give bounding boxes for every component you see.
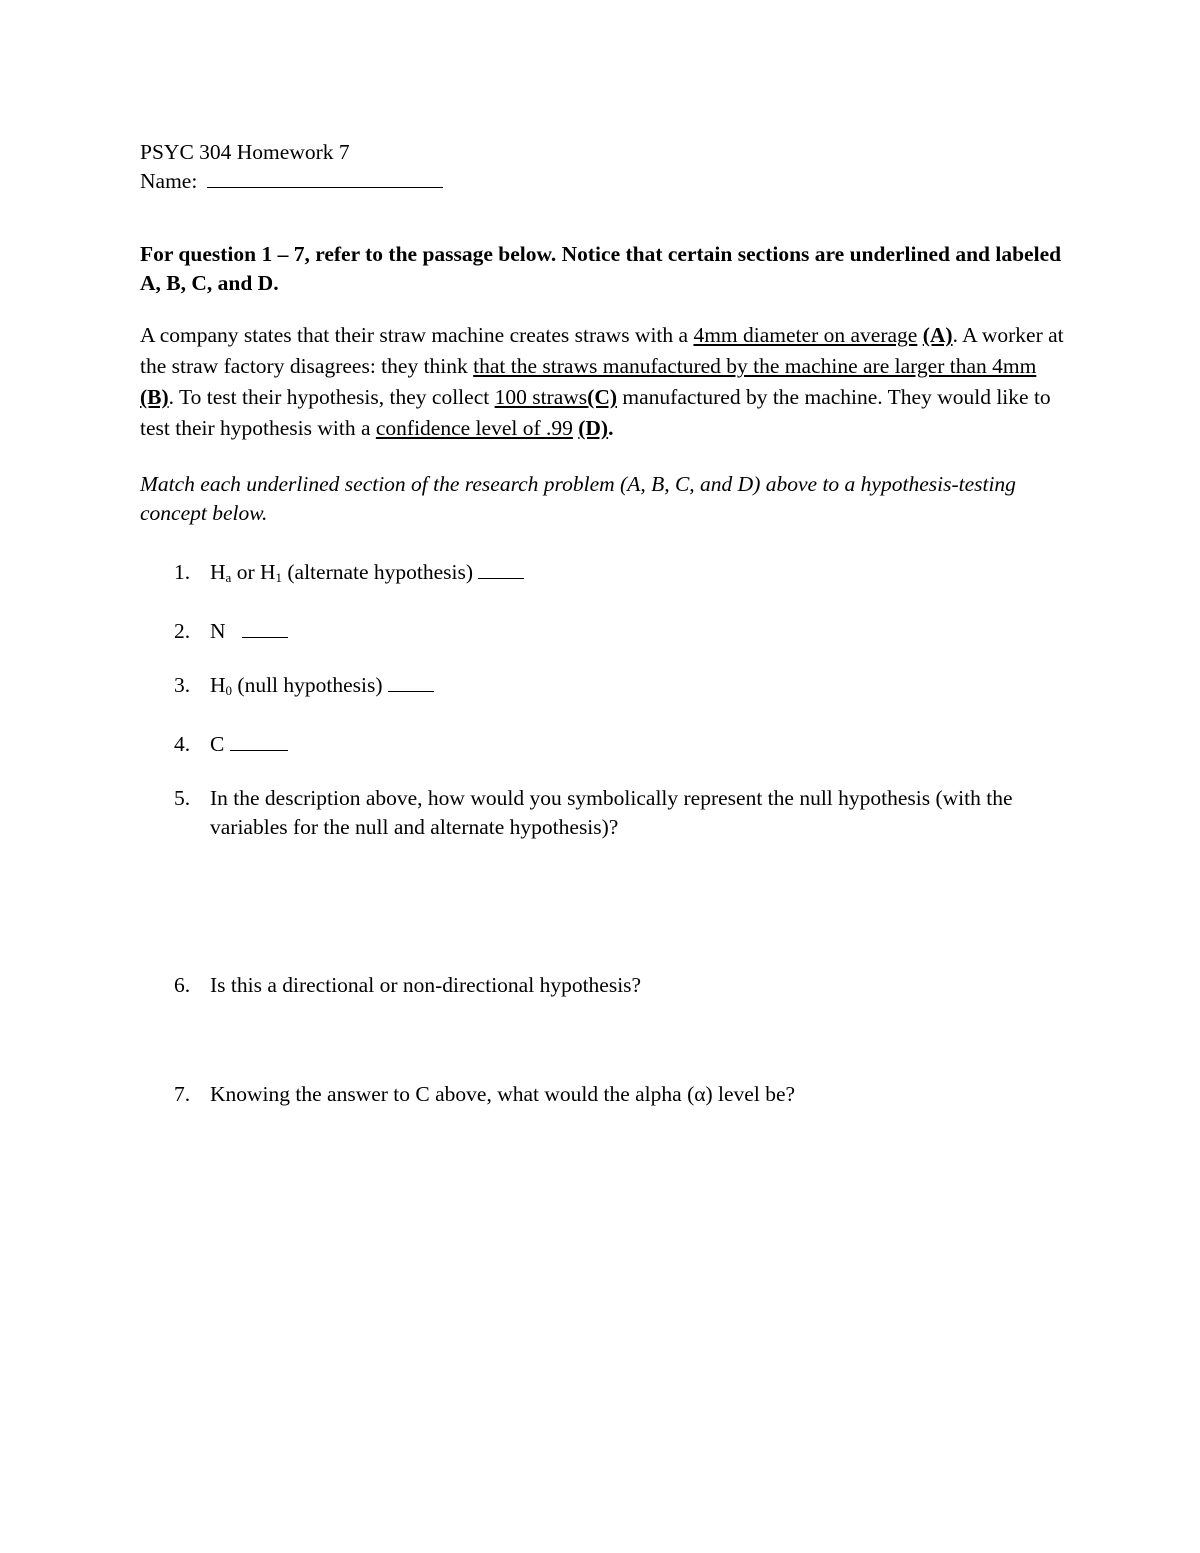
question-text: C xyxy=(210,732,230,756)
document-page xyxy=(140,138,1070,1109)
underlined-d: confidence level of .99 xyxy=(375,416,573,440)
or-text: or H xyxy=(231,560,276,584)
passage-text-2: . A worker at the straw factory disagrees: they think xyxy=(140,323,1064,378)
passage-text-4: manufactured by the machine. They would like to test their hypothesis with a xyxy=(140,385,1051,440)
label-b: (B) xyxy=(140,385,169,409)
question-text: (null hypothesis) xyxy=(232,673,388,697)
label-c: (C) xyxy=(587,385,618,409)
question-number: 2. xyxy=(174,619,191,643)
answer-blank[interactable] xyxy=(388,671,434,692)
label-a: (A) xyxy=(922,323,953,347)
question-number: 6. xyxy=(174,973,191,997)
question-text: In the description above, how would you symbolically represent the null hypothesis (with the variables for the null and alternate hypothesis)? xyxy=(210,786,1013,839)
question-5 xyxy=(140,784,1070,842)
question-text: Knowing the answer to C above, what would the alpha (α) level be? xyxy=(210,1082,796,1106)
passage-text-3: . To test their hypothesis, they collect xyxy=(168,385,495,409)
question-text: N xyxy=(210,619,231,643)
h-symbol: H xyxy=(210,560,226,584)
document-title: PSYC 304 Homework 7 xyxy=(140,140,350,164)
question-list xyxy=(140,558,1070,1109)
question-number: 4. xyxy=(174,732,191,756)
underlined-b: that the straws manufactured by the machine are larger than 4mm xyxy=(473,354,1037,378)
name-blank[interactable] xyxy=(207,167,443,188)
question-text: Is this a directional or non-directional hypothesis? xyxy=(210,973,642,997)
match-instructions: Match each underlined section of the research problem (A, B, C, and D) above to a hypothesis-testing concept below. xyxy=(140,472,1016,525)
underlined-c: 100 straws xyxy=(494,385,588,409)
passage xyxy=(140,320,1070,444)
question-3 xyxy=(140,671,1070,705)
question-number: 3. xyxy=(174,673,191,697)
label-d: (D) xyxy=(578,416,609,440)
name-label: Name: xyxy=(140,169,198,193)
answer-blank[interactable] xyxy=(478,558,524,579)
instructions: For question 1 – 7, refer to the passage below. Notice that certain sections are underlined and labeled A, B, C, and D. xyxy=(140,242,1062,295)
question-number: 7. xyxy=(174,1082,191,1106)
underlined-a: 4mm diameter on average xyxy=(693,323,918,347)
question-text: (alternate hypothesis) xyxy=(282,560,479,584)
question-4 xyxy=(140,730,1070,759)
subscript-0: 0 xyxy=(225,683,233,698)
question-6 xyxy=(140,971,1070,1000)
subscript-a: a xyxy=(225,570,232,585)
passage-text-1: A company states that their straw machine creates straws with a xyxy=(140,323,694,347)
answer-blank[interactable] xyxy=(242,617,288,638)
question-2 xyxy=(140,617,1070,646)
question-1 xyxy=(140,558,1070,592)
passage-text-5: . xyxy=(608,416,614,440)
answer-blank[interactable] xyxy=(230,730,288,751)
question-number: 5. xyxy=(174,786,191,810)
question-7 xyxy=(140,1080,1070,1109)
question-number: 1. xyxy=(174,560,191,584)
name-field-row xyxy=(140,167,1070,196)
h-symbol: H xyxy=(210,673,226,697)
subscript-1: 1 xyxy=(275,570,282,585)
